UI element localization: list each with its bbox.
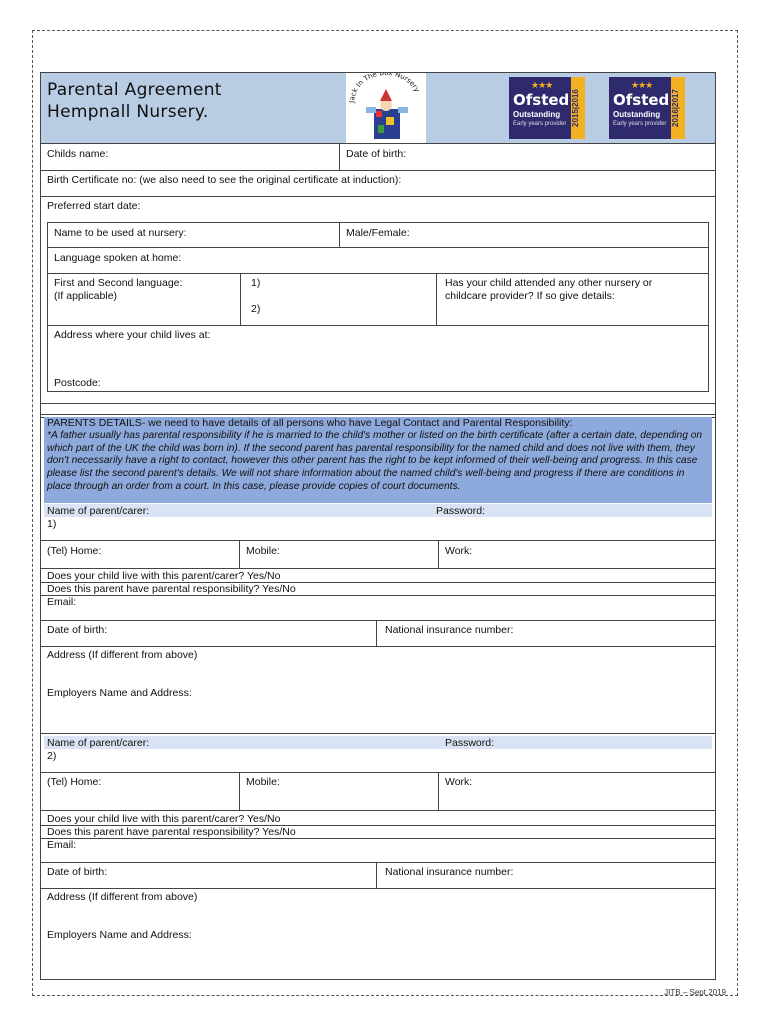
parent2-email[interactable]: Email: <box>47 839 77 851</box>
stars-icon: ★★★ <box>631 80 653 90</box>
nursery-logo-text: Jack In The Box Nursery <box>347 73 422 104</box>
parent2-tel-home[interactable]: (Tel) Home: <box>40 772 240 811</box>
parent2-lives-with[interactable]: Does your child live with this parent/carer? Yes/No <box>47 813 281 825</box>
parent2-name-label: Name of parent/carer: <box>47 737 150 749</box>
ofsted-badge-2: ★★★ Ofsted Outstanding Early years provider 2016|2017 <box>609 77 685 139</box>
page-title <box>47 79 222 123</box>
stars-icon: ★★★ <box>531 80 553 90</box>
nursery-logo <box>346 73 426 143</box>
parent2-password-label: Password: <box>445 737 495 749</box>
parent1-name-label: Name of parent/carer: <box>47 505 150 517</box>
title-line-1: Parental Agreement <box>47 80 222 100</box>
parent1-tel-home[interactable]: (Tel) Home: <box>40 540 240 569</box>
parents-heading: PARENTS DETAILS- we need to have details of all persons who have Legal Contact and Parental Responsibility: <box>47 417 573 429</box>
parental-responsibility-note: *A father usually has parental responsibility if he is married to the child's mother or listed on the birth certificate (after a certain date, depending on which part of the UK the child was born in). If the second parent has parental responsibility for the named child and does not live with them, they don't necessarily have a right to contact, however this other parent has the right to be kept informed of their well-being and progress. In this case please list the second parent's details. We will not share information about the named child's well-being and progress if there are conditions in place through an order from a court. In this case, please provide copies of court documents. <box>47 430 703 492</box>
parent1-number: 1) <box>47 518 57 530</box>
previous-nursery-field[interactable]: Has your child attended any other nursery or childcare provider? If so give details: <box>436 273 709 326</box>
parent2-address[interactable]: Address (If different from above) Employers Name and Address: <box>40 888 716 980</box>
language-home-field[interactable]: Language spoken at home: <box>47 247 709 274</box>
parent1-lives-with[interactable]: Does your child live with this parent/carer? Yes/No <box>47 570 281 582</box>
title-line-2: Hempnall Nursery. <box>47 102 209 122</box>
parent1-email[interactable]: Email: <box>47 596 77 608</box>
parent1-password-label: Password: <box>436 505 486 517</box>
parent2-work[interactable]: Work: <box>438 772 716 811</box>
parent1-address[interactable]: Address (If different from above) Employers Name and Address: <box>40 646 716 734</box>
parent2-dob[interactable]: Date of birth: <box>40 862 377 889</box>
childs-name-field[interactable]: Childs name: <box>40 143 340 171</box>
parent1-ni[interactable]: National insurance number: <box>376 620 716 647</box>
child-dob-field[interactable]: Date of birth: <box>339 143 716 171</box>
nursery-name-field[interactable]: Name to be used at nursery: <box>47 222 340 248</box>
parent2-responsibility[interactable]: Does this parent have parental responsibility? Yes/No <box>47 826 296 838</box>
parent2-number: 2) <box>47 750 57 762</box>
preferred-start-label: Preferred start date: <box>47 200 141 212</box>
languages-label-cell: First and Second language: (If applicable) <box>47 273 241 326</box>
child-address-field[interactable]: Address where your child lives at: Postcode: <box>47 325 709 392</box>
gender-field[interactable]: Male/Female: <box>339 222 709 248</box>
parent1-responsibility[interactable]: Does this parent have parental responsibility? Yes/No <box>47 583 296 595</box>
form-header <box>40 72 716 144</box>
languages-input[interactable]: 1) 2) <box>240 273 437 326</box>
jack-in-box-logo-icon <box>346 73 426 143</box>
footer-reference: JITB – Sept 2019 <box>664 988 726 997</box>
parent2-ni[interactable]: National insurance number: <box>376 862 716 889</box>
parent1-mobile[interactable]: Mobile: <box>239 540 439 569</box>
birth-certificate-field[interactable]: Birth Certificate no: (we also need to see the original certificate at induction): <box>40 170 716 197</box>
parent1-work[interactable]: Work: <box>438 540 716 569</box>
parent1-dob[interactable]: Date of birth: <box>40 620 377 647</box>
ofsted-badge-1: ★★★ Ofsted Outstanding Early years provider 2015|2016 <box>509 77 585 139</box>
parent2-mobile[interactable]: Mobile: <box>239 772 439 811</box>
